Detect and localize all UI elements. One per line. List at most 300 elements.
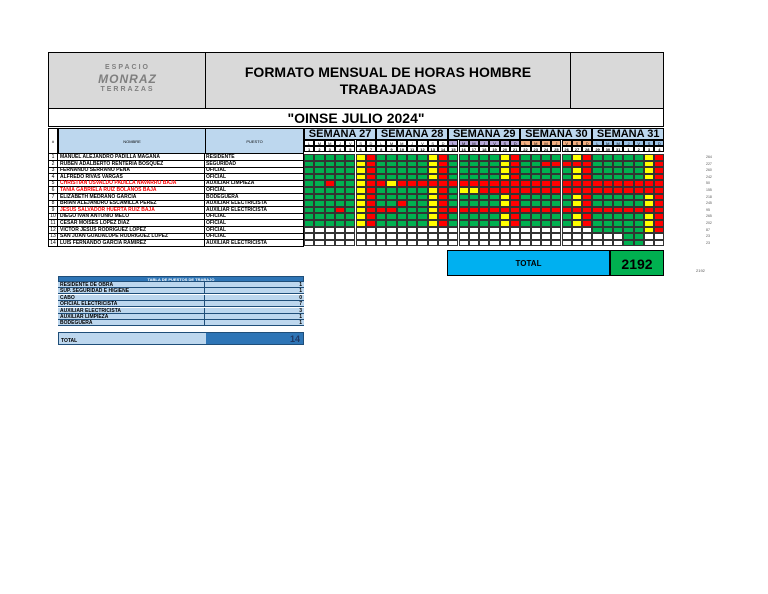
day-cell xyxy=(520,154,530,161)
day-cell xyxy=(356,220,366,227)
day-cell xyxy=(603,227,613,234)
day-cell xyxy=(592,154,602,161)
worker-hours-total: 242 xyxy=(706,174,712,179)
day-cell xyxy=(613,207,623,214)
day-cell xyxy=(572,227,582,234)
day-cell xyxy=(345,187,355,194)
day-cell xyxy=(469,161,479,168)
day-cell xyxy=(582,207,592,214)
day-cell xyxy=(459,227,469,234)
day-cell xyxy=(510,161,520,168)
day-cell xyxy=(345,174,355,181)
day-number: 25 xyxy=(551,146,561,152)
day-cell xyxy=(479,200,489,207)
day-cell xyxy=(397,194,407,201)
worker-hours-total: 260 xyxy=(706,168,712,173)
day-cell xyxy=(397,187,407,194)
summary-row-value: 7 xyxy=(299,301,302,308)
day-cell xyxy=(335,167,345,174)
worker-name: JESUS SALVADOR HUERTA RUIZ BAJA xyxy=(58,207,205,214)
day-cell xyxy=(407,174,417,181)
day-cell xyxy=(376,233,386,240)
day-number: 3 xyxy=(325,146,335,152)
day-cell xyxy=(356,167,366,174)
day-cell xyxy=(428,227,438,234)
day-cell xyxy=(417,194,427,201)
day-cell xyxy=(623,213,633,220)
day-cell xyxy=(572,207,582,214)
day-cell xyxy=(376,161,386,168)
day-cell xyxy=(376,200,386,207)
day-cell xyxy=(448,240,458,247)
day-cell xyxy=(356,240,366,247)
summary-row xyxy=(58,320,304,326)
day-number: 17 xyxy=(469,146,479,152)
day-cell xyxy=(541,213,551,220)
week-header: SEMANA 30 xyxy=(520,128,592,140)
day-cell xyxy=(417,227,427,234)
day-cell xyxy=(520,220,530,227)
day-cell xyxy=(592,207,602,214)
day-cell xyxy=(582,154,592,161)
day-cell xyxy=(356,154,366,161)
day-cell xyxy=(428,207,438,214)
day-cell xyxy=(572,233,582,240)
day-cell xyxy=(407,161,417,168)
day-cell xyxy=(397,200,407,207)
day-cell xyxy=(541,240,551,247)
day-cell xyxy=(356,233,366,240)
worker-name: ALFREDO RIVAS VARGAS xyxy=(58,174,205,181)
day-cell xyxy=(634,167,644,174)
day-cell xyxy=(582,167,592,174)
row-number: 3 xyxy=(48,167,58,174)
worker-position: OFICIAL xyxy=(205,220,304,227)
day-cell xyxy=(562,240,572,247)
worker-name: ELIZABETH MEDRANO GARCIA xyxy=(58,194,205,201)
day-cell xyxy=(531,180,541,187)
day-cell xyxy=(613,174,623,181)
day-cell xyxy=(356,194,366,201)
worker-name: CESAR MOISES LOPEZ DIAZ xyxy=(58,220,205,227)
day-cell xyxy=(325,194,335,201)
day-letter: M xyxy=(386,140,396,146)
summary-total-label-cell xyxy=(59,333,206,344)
day-cell xyxy=(654,233,664,240)
logo-line-1: ESPACIO xyxy=(105,64,150,71)
day-cell xyxy=(562,213,572,220)
day-cell xyxy=(304,233,314,240)
day-cell xyxy=(386,174,396,181)
day-cell xyxy=(623,200,633,207)
day-cell xyxy=(654,161,664,168)
day-cell xyxy=(366,240,376,247)
day-cell xyxy=(469,213,479,220)
day-cell xyxy=(314,233,324,240)
day-cell xyxy=(510,227,520,234)
day-cell xyxy=(531,240,541,247)
day-cell xyxy=(489,161,499,168)
day-cell xyxy=(654,227,664,234)
day-cell xyxy=(592,161,602,168)
day-cell xyxy=(613,227,623,234)
day-cell xyxy=(459,194,469,201)
day-cell xyxy=(314,200,324,207)
summary-row-value: 1 xyxy=(299,282,302,288)
day-cell xyxy=(510,200,520,207)
day-cell xyxy=(345,194,355,201)
day-cell xyxy=(428,200,438,207)
day-cell xyxy=(531,174,541,181)
day-cell xyxy=(376,240,386,247)
worker-name: VICTOR JESUS RODRIGUEZ LOPEZ xyxy=(58,227,205,234)
worker-hours-total: 265 xyxy=(706,214,712,219)
day-cell xyxy=(356,227,366,234)
day-cell xyxy=(448,220,458,227)
day-cell xyxy=(572,167,582,174)
day-cell xyxy=(325,213,335,220)
day-cell xyxy=(510,154,520,161)
summary-row-value: 1 xyxy=(299,288,302,295)
worker-name: SAN JUAN GUADALUPE RODRIGUEZ LOPEZ xyxy=(58,233,205,240)
day-cell xyxy=(356,161,366,168)
day-cell xyxy=(397,227,407,234)
day-cell xyxy=(325,174,335,181)
day-cell xyxy=(428,240,438,247)
day-letter: D xyxy=(654,140,664,146)
day-number: 9 xyxy=(386,146,396,152)
day-cell xyxy=(376,154,386,161)
day-cell xyxy=(603,161,613,168)
day-cell xyxy=(366,174,376,181)
day-cell xyxy=(345,154,355,161)
day-cell xyxy=(335,213,345,220)
day-cell xyxy=(304,180,314,187)
day-cell xyxy=(438,194,448,201)
day-cell xyxy=(438,161,448,168)
day-letter: M xyxy=(397,140,407,146)
worker-position: AUXILIAR LIMPIEZA xyxy=(205,180,304,187)
day-number: 18 xyxy=(479,146,489,152)
day-cell xyxy=(438,207,448,214)
day-cell xyxy=(448,154,458,161)
day-letter: J xyxy=(479,140,489,146)
day-cell xyxy=(510,194,520,201)
worker-position: OFICIAL xyxy=(205,174,304,181)
day-cell xyxy=(366,187,376,194)
day-letter: D xyxy=(366,140,376,146)
day-cell xyxy=(438,233,448,240)
row-number: 8 xyxy=(48,200,58,207)
day-cell xyxy=(551,213,561,220)
day-cell xyxy=(469,154,479,161)
day-cell xyxy=(366,154,376,161)
day-cell xyxy=(448,161,458,168)
day-cell xyxy=(386,207,396,214)
day-cell xyxy=(582,233,592,240)
day-cell xyxy=(634,154,644,161)
day-cell xyxy=(500,227,510,234)
worker-position: AUXILIAR ELECTRICISTA xyxy=(205,200,304,207)
day-cell xyxy=(489,167,499,174)
day-cell xyxy=(541,180,551,187)
day-cell xyxy=(541,233,551,240)
day-cell xyxy=(407,220,417,227)
day-cell xyxy=(459,154,469,161)
day-number: 3 xyxy=(644,146,654,152)
day-cell xyxy=(479,174,489,181)
day-cell xyxy=(366,180,376,187)
day-cell xyxy=(417,220,427,227)
day-cell xyxy=(613,213,623,220)
day-cell xyxy=(654,194,664,201)
worker-hours-total: 95 xyxy=(706,207,710,212)
day-cell xyxy=(531,227,541,234)
day-cell xyxy=(582,174,592,181)
day-cell xyxy=(592,180,602,187)
day-cell xyxy=(428,180,438,187)
day-cell xyxy=(407,240,417,247)
day-cell xyxy=(500,207,510,214)
report-subtitle: "OINSE JULIO 2024" xyxy=(48,109,664,127)
day-cell xyxy=(469,207,479,214)
summary-row xyxy=(58,295,304,301)
day-cell xyxy=(634,161,644,168)
day-cell xyxy=(407,154,417,161)
day-cell xyxy=(448,180,458,187)
worker-position: OFICIAL xyxy=(205,187,304,194)
day-cell xyxy=(562,180,572,187)
day-number: 20 xyxy=(500,146,510,152)
day-cell xyxy=(459,187,469,194)
day-cell xyxy=(438,167,448,174)
day-cell xyxy=(510,240,520,247)
day-cell xyxy=(562,220,572,227)
day-letter: L xyxy=(448,140,458,146)
day-cell xyxy=(613,187,623,194)
day-letter: S xyxy=(356,140,366,146)
day-cell xyxy=(603,207,613,214)
day-cell xyxy=(345,200,355,207)
worker-position: BODEGUERA xyxy=(205,194,304,201)
day-cell xyxy=(613,220,623,227)
day-cell xyxy=(314,167,324,174)
logo xyxy=(49,53,206,108)
day-cell xyxy=(345,227,355,234)
day-cell xyxy=(448,200,458,207)
day-cell xyxy=(551,240,561,247)
day-cell xyxy=(448,187,458,194)
day-cell xyxy=(551,194,561,201)
day-cell xyxy=(366,233,376,240)
day-cell xyxy=(479,194,489,201)
day-cell xyxy=(314,240,324,247)
week-header: SEMANA 29 xyxy=(448,128,520,140)
day-cell xyxy=(438,220,448,227)
summary-row-label: RESIDENTE DE OBRA xyxy=(60,282,114,288)
day-cell xyxy=(335,240,345,247)
day-letter: J xyxy=(551,140,561,146)
day-cell xyxy=(376,194,386,201)
day-cell xyxy=(644,200,654,207)
summary-total-label: TOTAL xyxy=(61,338,78,344)
day-cell xyxy=(428,187,438,194)
day-cell xyxy=(644,207,654,214)
day-cell xyxy=(634,194,644,201)
day-cell xyxy=(304,220,314,227)
day-cell xyxy=(469,167,479,174)
summary-row xyxy=(58,282,304,288)
day-cell xyxy=(500,240,510,247)
day-cell xyxy=(314,207,324,214)
day-cell xyxy=(562,174,572,181)
day-cell xyxy=(304,174,314,181)
day-cell xyxy=(438,227,448,234)
day-cell xyxy=(386,161,396,168)
day-number: 5 xyxy=(345,146,355,152)
worker-name: MANUEL ALEJANDRO PADILLA MAGAÑA xyxy=(58,154,205,161)
day-cell xyxy=(325,200,335,207)
day-cell xyxy=(644,220,654,227)
summary-row-value: 1 xyxy=(299,314,302,320)
day-cell xyxy=(572,187,582,194)
day-cell xyxy=(551,187,561,194)
day-cell xyxy=(428,174,438,181)
day-cell xyxy=(520,200,530,207)
day-cell xyxy=(603,200,613,207)
day-cell xyxy=(479,240,489,247)
summary-row-label: BODEGUERA xyxy=(60,320,93,327)
day-cell xyxy=(634,233,644,240)
day-cell xyxy=(562,154,572,161)
day-cell xyxy=(356,200,366,207)
worker-hours-total: 155 xyxy=(706,188,712,192)
day-cell xyxy=(345,233,355,240)
day-letter: V xyxy=(562,140,572,146)
day-number: 19 xyxy=(489,146,499,152)
day-cell xyxy=(613,200,623,207)
day-letter: M xyxy=(314,140,324,146)
day-number: 2 xyxy=(634,146,644,152)
row-number: 12 xyxy=(48,227,58,234)
day-cell xyxy=(397,174,407,181)
day-cell xyxy=(603,174,613,181)
day-cell xyxy=(366,194,376,201)
day-cell xyxy=(634,227,644,234)
day-cell xyxy=(592,233,602,240)
day-cell xyxy=(510,233,520,240)
day-cell xyxy=(304,213,314,220)
day-letter: V xyxy=(345,140,355,146)
worker-hours-total: 87 xyxy=(706,227,710,232)
summary-row-divider xyxy=(204,282,205,288)
day-cell xyxy=(335,207,345,214)
summary-row-divider xyxy=(204,308,205,314)
day-cell xyxy=(531,154,541,161)
day-cell xyxy=(541,187,551,194)
day-cell xyxy=(531,207,541,214)
day-cell xyxy=(417,200,427,207)
day-cell xyxy=(520,233,530,240)
day-cell xyxy=(510,187,520,194)
day-cell xyxy=(654,167,664,174)
day-cell xyxy=(644,227,654,234)
day-cell xyxy=(397,154,407,161)
day-cell xyxy=(562,207,572,214)
day-cell xyxy=(592,174,602,181)
side-total: 2192 xyxy=(696,268,705,273)
day-cell xyxy=(356,180,366,187)
day-cell xyxy=(366,161,376,168)
day-cell xyxy=(644,174,654,181)
day-cell xyxy=(386,154,396,161)
day-cell xyxy=(500,180,510,187)
day-letter: V xyxy=(634,140,644,146)
day-cell xyxy=(572,220,582,227)
day-letter: M xyxy=(531,140,541,146)
day-cell xyxy=(376,213,386,220)
day-cell xyxy=(407,213,417,220)
day-cell xyxy=(335,180,345,187)
day-cell xyxy=(489,240,499,247)
day-cell xyxy=(541,154,551,161)
day-cell xyxy=(407,233,417,240)
day-cell xyxy=(304,200,314,207)
day-cell xyxy=(345,240,355,247)
day-cell xyxy=(572,180,582,187)
day-cell xyxy=(541,174,551,181)
day-cell xyxy=(644,167,654,174)
day-cell xyxy=(562,161,572,168)
day-cell xyxy=(459,200,469,207)
day-cell xyxy=(500,194,510,201)
day-cell xyxy=(603,167,613,174)
day-cell xyxy=(603,240,613,247)
day-cell xyxy=(304,227,314,234)
day-cell xyxy=(489,213,499,220)
day-cell xyxy=(541,207,551,214)
day-cell xyxy=(531,233,541,240)
day-cell xyxy=(335,233,345,240)
worker-hours-total: 218 xyxy=(706,194,712,199)
day-cell xyxy=(603,187,613,194)
logo-line-2: MONRAZ xyxy=(98,72,157,86)
day-cell xyxy=(366,167,376,174)
day-cell xyxy=(397,180,407,187)
day-letter: J xyxy=(407,140,417,146)
day-cell xyxy=(366,200,376,207)
row-number: 5 xyxy=(48,180,58,187)
day-cell xyxy=(325,207,335,214)
day-cell xyxy=(623,240,633,247)
day-letter: M xyxy=(613,140,623,146)
day-cell xyxy=(325,240,335,247)
day-cell xyxy=(562,167,572,174)
summary-row xyxy=(58,301,304,307)
row-number: 1 xyxy=(48,154,58,161)
day-number: 11 xyxy=(407,146,417,152)
day-cell xyxy=(366,220,376,227)
blank-header-cell xyxy=(571,53,663,108)
day-cell xyxy=(386,187,396,194)
day-cell xyxy=(623,194,633,201)
day-cell xyxy=(397,240,407,247)
worker-name: FERNANDO SERRANO PEÑA xyxy=(58,167,205,174)
day-cell xyxy=(417,167,427,174)
day-cell xyxy=(489,227,499,234)
day-cell xyxy=(613,180,623,187)
day-cell xyxy=(582,227,592,234)
